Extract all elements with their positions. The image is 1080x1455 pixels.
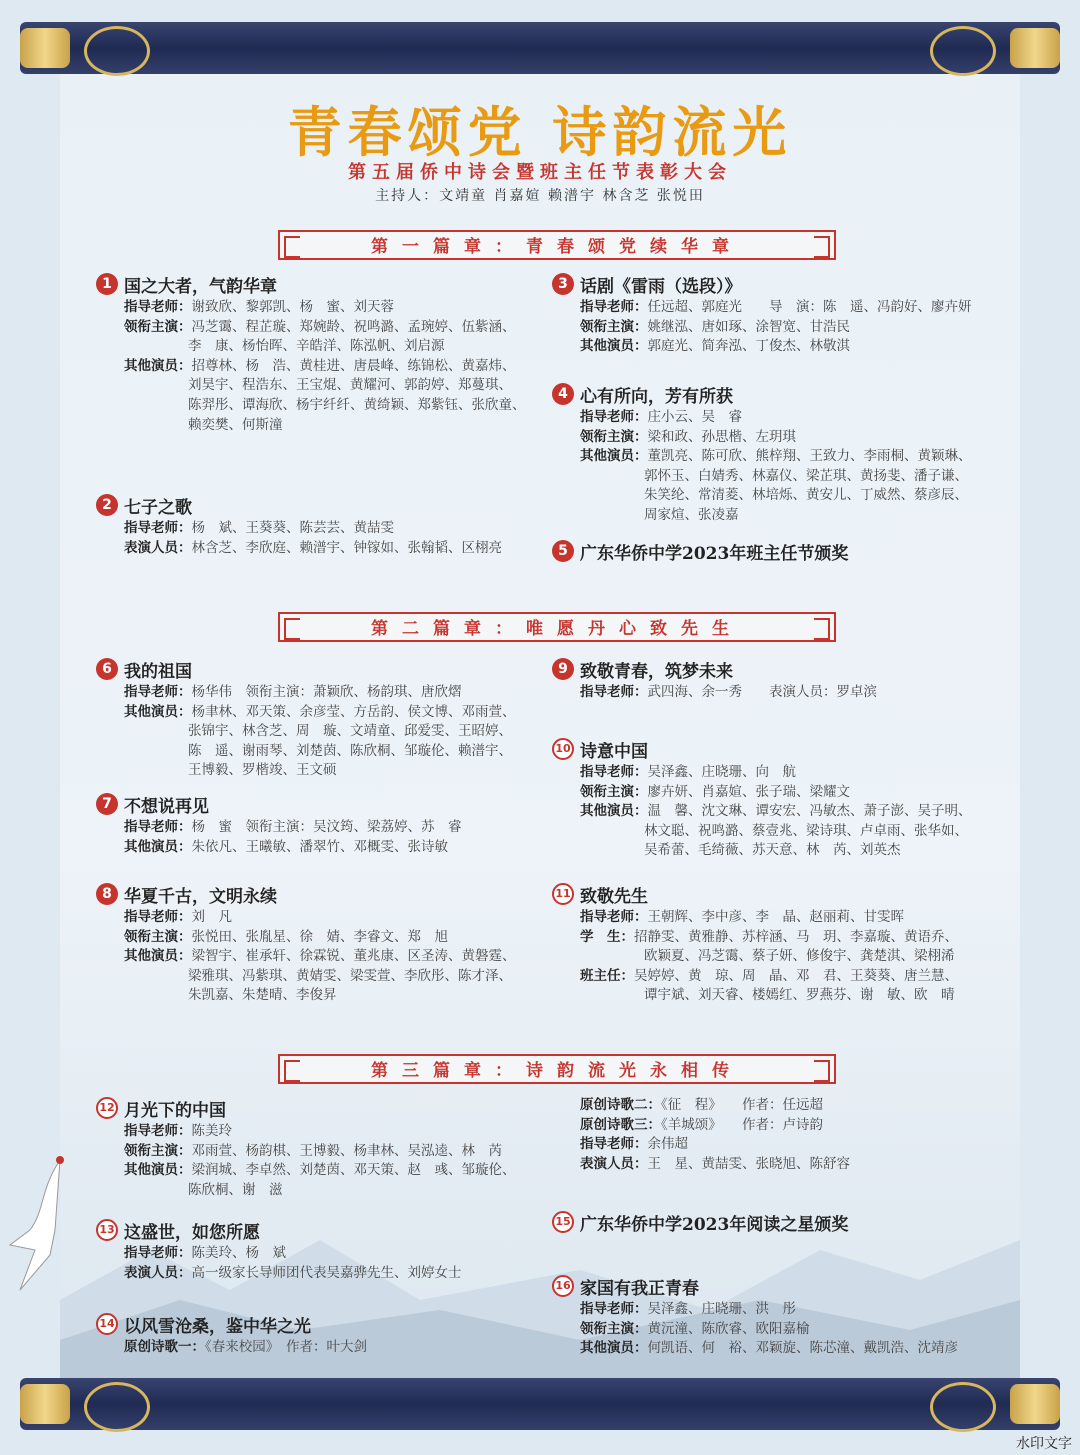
item-title: 七子之歌 — [124, 497, 192, 518]
credit-role: 指导老师： — [580, 299, 648, 315]
credit-line — [580, 1300, 992, 1320]
credit-line — [124, 1181, 536, 1201]
watermark-text: 水印文字 — [1016, 1436, 1072, 1452]
credit-line — [580, 1320, 992, 1340]
credit-line — [124, 1244, 536, 1264]
item-title: 这盛世，如您所愿 — [124, 1222, 260, 1243]
item-header — [552, 539, 992, 563]
credit-role: 领衔主演： — [580, 428, 648, 445]
item-number-badge: 16 — [552, 1275, 574, 1297]
credit-names: 张悦田、张胤星、徐 婧、李睿文、郑 旭 — [191, 928, 448, 945]
credit-names: 《春来校园》 作者：叶大剑 — [205, 1339, 367, 1355]
credit-line — [580, 1096, 992, 1116]
credit-line — [124, 722, 536, 742]
credit-line — [124, 761, 536, 781]
item-credits — [580, 1096, 992, 1174]
item-credits — [124, 683, 536, 781]
page-title: 青春颂党 诗韵流光 — [287, 100, 793, 164]
credit-line — [124, 818, 536, 838]
item-number-badge: 10 — [552, 738, 574, 760]
credit-line — [580, 1339, 992, 1359]
credit-line — [580, 486, 992, 506]
rod-cap-right — [1010, 28, 1060, 68]
credit-names: 王博毅、罗楷竣、王文硕 — [188, 762, 337, 779]
cloud-ornament-icon — [930, 1382, 996, 1432]
credit-line — [580, 683, 992, 703]
credit-names: 谭宇斌、刘天睿、楼嫣红、罗燕芬、谢 敏、欧 晴 — [644, 987, 955, 1004]
program-item — [96, 882, 536, 1006]
credit-role: 领衔主演： — [124, 1142, 192, 1159]
credit-line — [580, 763, 992, 783]
credit-line — [124, 318, 536, 338]
item-title: 以风雪沧桑，鉴中华之光 — [124, 1316, 311, 1337]
item-header — [552, 272, 992, 296]
item-header — [96, 657, 536, 681]
credit-role: 学 生： — [580, 928, 634, 945]
credit-line — [580, 467, 992, 487]
credit-role: 原创诗歌二： — [580, 1097, 661, 1113]
credit-line — [580, 783, 992, 803]
credit-role: 其他演员： — [580, 1340, 648, 1357]
credit-names: 欧颖夏、冯芝霭、蔡子妍、修俊宇、龚楚淇、梁栩浠 — [644, 948, 955, 965]
program-item — [96, 1096, 536, 1200]
item-title: 月光下的中国 — [124, 1100, 226, 1121]
chapter-3-banner: 第三篇章：诗韵流光永相传 — [278, 1054, 836, 1084]
credit-line — [124, 928, 536, 948]
credit-names: 赖奕樊、何斯潼 — [188, 416, 283, 433]
item-header — [552, 382, 992, 406]
item-header — [552, 1210, 992, 1234]
item-number-badge: 15 — [552, 1211, 574, 1233]
credit-line — [580, 967, 992, 987]
credit-line — [580, 428, 992, 448]
credit-role: 领衔主演： — [124, 318, 192, 335]
item-credits — [124, 818, 536, 857]
item-credits — [124, 298, 536, 435]
credit-names: 高一级家长导师团代表吴嘉骅先生、刘婷女士 — [191, 1264, 462, 1281]
item-credits — [124, 519, 536, 558]
credit-line — [580, 947, 992, 967]
item-credits — [124, 908, 536, 1006]
credit-line — [124, 683, 536, 703]
item-title: 致敬先生 — [580, 886, 648, 907]
credit-line — [580, 298, 992, 318]
item-title: 国之大者，气韵华章 — [124, 276, 277, 297]
credit-names: 杨聿林、邓天策、余彦莹、方岳韵、侯文博、邓雨萱、 — [191, 703, 516, 720]
credit-role: 其他演员： — [124, 703, 192, 720]
program-item — [552, 1210, 992, 1236]
item-credits — [124, 1338, 536, 1358]
credit-names: 王 星、黄喆雯、张晓旭、陈舒容 — [647, 1155, 850, 1172]
credit-role: 指导老师： — [124, 819, 192, 835]
program-item — [552, 1096, 992, 1174]
credit-names: 王朝辉、李中彦、李 晶、赵丽莉、甘雯晖 — [647, 909, 904, 925]
chapter-2-banner: 第二篇章：唯愿丹心致先生 — [278, 612, 836, 642]
credit-role: 其他演员： — [124, 948, 192, 965]
credit-names: 郭怀玉、白婧秀、林嘉仪、梁芷琪、黄扬斐、潘子谦、 — [644, 467, 968, 484]
credit-names: 陈美玲、杨 斌 — [191, 1245, 286, 1261]
credit-names: 姚继泓、唐如琢、涂智宽、甘浩民 — [647, 318, 850, 335]
chapter-1-banner: 第一篇章：青春颂党续华章 — [278, 230, 836, 260]
item-header — [96, 1096, 536, 1120]
credit-names: 李 康、杨怡晖、辛皓洋、陈泓帆、刘启源 — [188, 338, 445, 355]
credit-line — [124, 967, 536, 987]
credit-line — [124, 357, 536, 377]
credit-names: 张锦宇、林含芝、周 璇、文靖童、邱爱雯、王昭婷、 — [188, 723, 512, 740]
credit-role: 指导老师： — [580, 764, 648, 780]
item-title: 不想说再见 — [124, 796, 209, 817]
credit-names: 杨 斌、王葵葵、陈芸芸、黄喆雯 — [191, 520, 394, 536]
item-credits — [580, 908, 992, 1006]
item-title: 话剧《雷雨（选段）》 — [580, 276, 742, 297]
program-item — [552, 657, 992, 703]
credit-role: 领衔主演： — [580, 783, 648, 800]
program-item — [96, 1218, 536, 1283]
credit-names: 《征 程》 作者：任远超 — [661, 1097, 823, 1113]
item-header — [552, 1274, 992, 1298]
credit-names: 吴婷婷、黄 琼、周 晶、邓 君、王葵葵、唐兰慧、 — [634, 967, 958, 984]
page-subtitle: 第五届侨中诗会暨班主任节表彰大会 — [348, 162, 732, 183]
item-number-badge: 4 — [552, 383, 574, 405]
credit-line — [580, 506, 992, 526]
credit-role: 领衔主演： — [124, 928, 192, 945]
credit-line — [580, 1155, 992, 1175]
credit-role: 班主任： — [580, 967, 634, 984]
credit-role: 表演人员： — [124, 1264, 192, 1281]
credit-names: 《羊城颂》 作者：卢诗韵 — [661, 1116, 823, 1133]
credit-names: 林文聪、祝鸣潞、蔡壹兆、梁诗琪、卢卓雨、张华如、 — [644, 822, 968, 839]
credit-names: 谢致欣、黎郭凯、杨 蜜、刘天蓉 — [191, 299, 394, 315]
item-header — [552, 657, 992, 681]
credit-names: 武四海、余一秀 表演人员：罗卓滨 — [647, 684, 877, 700]
credit-names: 林含芝、李欣庭、赖潽宇、钟镓如、张翰韬、区栩亮 — [191, 539, 502, 556]
credit-names: 刘 凡 — [191, 909, 232, 925]
credit-line — [124, 986, 536, 1006]
credit-line — [124, 742, 536, 762]
item-header — [96, 1312, 536, 1336]
credit-role: 其他演员： — [124, 838, 192, 855]
credit-names: 刘昊宇、程浩东、王宝焜、黄耀河、郭韵婷、郑蔓琪、 — [188, 377, 512, 394]
credit-names: 梁智宇、崔承轩、徐霖锐、董兆康、区圣涛、黄磐霆、 — [191, 948, 516, 965]
credit-role: 原创诗歌三： — [580, 1116, 661, 1133]
item-number-badge: 12 — [96, 1097, 118, 1119]
item-header — [96, 272, 536, 296]
credit-names: 任远超、郭庭光 导 演：陈 遥、冯韵好、廖卉妍 — [647, 299, 972, 315]
credit-role: 其他演员： — [580, 338, 648, 355]
item-header — [96, 882, 536, 906]
item-number-badge: 9 — [552, 658, 574, 680]
credit-names: 郭庭光、简奔泓、丁俊杰、林敬淇 — [647, 338, 850, 355]
credit-role: 指导老师： — [124, 909, 192, 925]
credit-role: 指导老师： — [580, 1136, 648, 1153]
credit-names: 温 馨、沈文琳、谭安宏、冯敏杰、萧子澎、吴子明、 — [647, 803, 972, 820]
credit-role: 指导老师： — [580, 909, 648, 925]
credit-line — [580, 408, 992, 428]
program-item — [96, 1312, 536, 1358]
item-number-badge: 8 — [96, 883, 118, 905]
program-item — [552, 882, 992, 1006]
item-credits — [580, 408, 992, 526]
item-header — [96, 792, 536, 816]
credit-names: 杨华伟 领衔主演：萧颖欣、杨韵琪、唐欣熠 — [191, 684, 462, 700]
credit-names: 梁润城、李卓然、刘楚茵、邓天策、赵 彧、邹璇伦、 — [191, 1162, 516, 1179]
program-item — [552, 382, 992, 526]
credit-line — [124, 416, 536, 436]
item-number-badge: 13 — [96, 1219, 118, 1241]
credit-names: 周家煊、张凌嘉 — [644, 506, 739, 523]
program-item — [552, 272, 992, 357]
credit-line — [580, 841, 992, 861]
credit-line — [124, 539, 536, 559]
credit-role: 其他演员： — [124, 1162, 192, 1179]
crane-icon — [0, 1150, 70, 1320]
item-number-badge: 2 — [96, 494, 118, 516]
credit-names: 招尊林、杨 浩、黄桂进、唐晨峰、练锦松、黄嘉炜、 — [191, 357, 516, 374]
credit-role: 原创诗歌一： — [124, 1339, 205, 1355]
credit-line — [580, 337, 992, 357]
credit-role: 指导老师： — [124, 299, 192, 315]
credit-names: 何凯语、何 裕、邓颖旋、陈芯潼、戴凯浩、沈靖彦 — [647, 1340, 958, 1357]
item-title: 广东华侨中学2023年阅读之星颁奖 — [580, 1214, 849, 1235]
credit-role: 指导老师： — [580, 684, 648, 700]
credit-names: 廖卉妍、肖嘉媗、张子瑞、梁耀文 — [647, 783, 850, 800]
credit-names: 吴希蕾、毛绮薇、苏天意、林 芮、刘英杰 — [644, 842, 901, 859]
rod-cap-left — [20, 1384, 70, 1424]
credit-role: 其他演员： — [580, 448, 648, 465]
credit-role: 表演人员： — [124, 539, 192, 556]
cloud-ornament-icon — [84, 26, 150, 76]
credit-line — [580, 1135, 992, 1155]
credit-line — [580, 802, 992, 822]
credit-line — [124, 1142, 536, 1162]
credit-role: 指导老师： — [124, 1123, 192, 1139]
credit-line — [124, 1338, 536, 1358]
item-number-badge: 6 — [96, 658, 118, 680]
program-item — [96, 493, 536, 558]
item-number-badge: 11 — [552, 883, 574, 905]
program-item — [552, 1274, 992, 1359]
item-number-badge: 3 — [552, 273, 574, 295]
credit-line — [124, 1161, 536, 1181]
credit-role: 领衔主演： — [580, 1320, 648, 1337]
credit-role: 指导老师： — [124, 520, 192, 536]
scroll-rod-top — [20, 22, 1060, 74]
item-credits — [124, 1244, 536, 1283]
credit-line — [124, 298, 536, 318]
credit-names: 董凯亮、陈可欣、熊梓翔、王致力、李雨桐、黄颖琳、 — [647, 448, 972, 465]
item-title: 家国有我正青春 — [580, 1278, 699, 1299]
credit-line — [124, 519, 536, 539]
item-credits — [580, 1300, 992, 1359]
credit-names: 朱凯嘉、朱楚晴、李俊昇 — [188, 987, 337, 1004]
credit-line — [124, 908, 536, 928]
item-title: 致敬青春，筑梦未来 — [580, 661, 733, 682]
credit-line — [124, 337, 536, 357]
credit-line — [124, 1264, 536, 1284]
item-credits — [580, 683, 992, 703]
credit-role: 指导老师： — [124, 684, 192, 700]
program-item — [96, 792, 536, 857]
credit-role: 其他演员： — [124, 357, 192, 374]
credit-names: 吴泽鑫、庄晓珊、洪 彤 — [647, 1301, 796, 1317]
item-number-badge: 14 — [96, 1313, 118, 1335]
item-title: 广东华侨中学2023年班主任节颁奖 — [580, 543, 849, 564]
credit-line — [580, 908, 992, 928]
credit-names: 梁雅琪、冯紫琪、黄婧雯、梁雯萱、李欣彤、陈才泽、 — [188, 967, 512, 984]
credit-line — [580, 447, 992, 467]
credit-names: 吴泽鑫、庄晓珊、向 航 — [647, 764, 796, 780]
rod-cap-left — [20, 28, 70, 68]
credit-role: 指导老师： — [580, 1301, 648, 1317]
program-item — [552, 539, 992, 565]
item-header — [552, 737, 992, 761]
item-title: 诗意中国 — [580, 741, 648, 762]
credit-line — [580, 928, 992, 948]
credit-line — [124, 838, 536, 858]
credit-names: 陈欣桐、谢 滋 — [188, 1181, 283, 1198]
program-item — [96, 272, 536, 435]
credit-names: 陈美玲 — [191, 1123, 232, 1139]
credit-names: 杨 蜜 领衔主演：吴汶筠、梁荔婷、苏 睿 — [191, 819, 462, 835]
item-number-badge: 5 — [552, 540, 574, 562]
item-number-badge: 1 — [96, 273, 118, 295]
item-credits — [124, 1122, 536, 1200]
credit-names: 余伟超 — [647, 1136, 688, 1153]
program-item — [552, 737, 992, 861]
item-credits — [580, 298, 992, 357]
scroll-rod-bottom — [20, 1378, 1060, 1430]
credit-names: 招静雯、黄雅静、苏梓涵、马 玥、李嘉璇、黄语乔、 — [634, 928, 958, 945]
credit-role: 指导老师： — [124, 1245, 192, 1261]
credit-line — [124, 1122, 536, 1142]
credit-names: 朱依凡、王曦敏、潘翠竹、邓概雯、张诗敏 — [191, 838, 448, 855]
cloud-ornament-icon — [84, 1382, 150, 1432]
hosts-line: 主持人：文靖童 肖嘉媗 赖潽宇 林含芝 张悦田 — [375, 188, 705, 204]
credit-role: 指导老师： — [580, 409, 648, 425]
credit-names: 梁和政、孙思楷、左玥琪 — [647, 428, 796, 445]
credit-names: 黄沅潼、陈欣睿、欧阳嘉榆 — [647, 1320, 810, 1337]
item-credits — [580, 763, 992, 861]
credit-line — [580, 1116, 992, 1136]
credit-line — [124, 376, 536, 396]
credit-names: 陈 遥、谢雨琴、刘楚茵、陈欣桐、邹璇伦、赖潽宇、 — [188, 742, 512, 759]
credit-names: 庄小云、吴 睿 — [647, 409, 742, 425]
item-number-badge: 7 — [96, 793, 118, 815]
credit-names: 邓雨萱、杨韵棋、王博毅、杨聿林、吴泓逵、林 芮 — [191, 1142, 502, 1159]
credit-line — [124, 396, 536, 416]
credit-line — [124, 703, 536, 723]
credit-names: 冯芝霭、程芷璇、郑婉龄、祝鸣潞、孟琬婷、伍紫涵、 — [191, 318, 516, 335]
credit-line — [124, 947, 536, 967]
credit-line — [580, 318, 992, 338]
credit-names: 朱笑纶、常清菱、林培烁、黄安儿、丁威然、蔡彦辰、 — [644, 487, 968, 504]
item-title: 华夏千古，文明永续 — [124, 886, 277, 907]
credit-role: 表演人员： — [580, 1155, 648, 1172]
item-header — [552, 882, 992, 906]
item-title: 心有所向，芳有所获 — [580, 386, 733, 407]
credit-line — [580, 822, 992, 842]
program-item — [96, 657, 536, 781]
rod-cap-right — [1010, 1384, 1060, 1424]
credit-role: 其他演员： — [580, 803, 648, 820]
credit-line — [580, 986, 992, 1006]
credit-names: 陈羿彤、谭海欣、杨宇纤纤、黄绮颖、郑紫钰、张欣童、 — [188, 396, 526, 413]
item-title: 我的祖国 — [124, 661, 192, 682]
item-header — [96, 493, 536, 517]
item-header — [96, 1218, 536, 1242]
cloud-ornament-icon — [930, 26, 996, 76]
credit-role: 领衔主演： — [580, 318, 648, 335]
